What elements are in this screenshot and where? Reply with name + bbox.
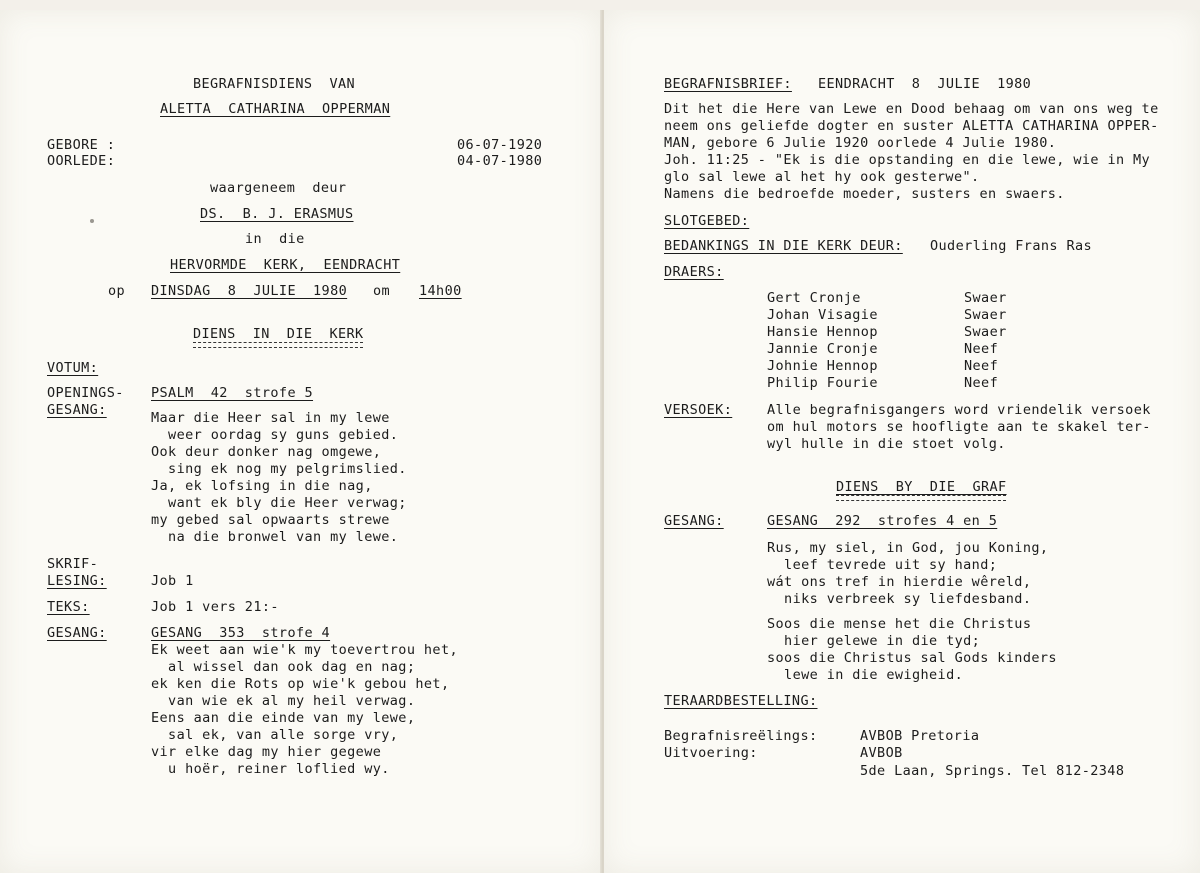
- pallbearer-name: Jannie Cronje: [767, 341, 878, 357]
- born-date: 06-07-1920: [457, 137, 543, 153]
- undertaker-address: 5de Laan, Springs. Tel 812-2348: [860, 763, 1125, 779]
- psalm-line: want ek bly die Heer verwag;: [151, 495, 407, 511]
- born-label: GEBORE :: [47, 137, 116, 153]
- brief-line: neem ons geliefde dogter en suster ALETTA CATHARINA OPPER-: [664, 118, 1159, 134]
- psalm-line: na die bronwel van my lewe.: [151, 529, 399, 545]
- brief-date: EENDRACHT 8 JULIE 1980: [818, 76, 1032, 92]
- psalm-line: Maar die Heer sal in my lewe: [151, 410, 390, 426]
- died-date: 04-07-1980: [457, 153, 543, 169]
- versoek-label: VERSOEK:: [664, 402, 733, 418]
- brief-line: Namens die bedroefde moeder, susters en swaers.: [664, 186, 1065, 202]
- conducted-by: waargeneem deur: [210, 180, 347, 196]
- service-day: DINSDAG 8 JULIE 1980: [151, 283, 348, 299]
- gesang-line: Ek weet aan wie'k my toevertrou het,: [151, 642, 458, 658]
- stanza-line: Rus, my siel, in God, jou Koning,: [767, 540, 1049, 556]
- skriflesing-value: Job 1: [151, 573, 194, 589]
- gesang-reference: GESANG 353 strofe 4: [151, 625, 331, 641]
- bedankings-label: BEDANKINGS IN DIE KERK DEUR:: [664, 238, 903, 254]
- pallbearer-relation: Neef: [964, 375, 999, 391]
- in-die: in die: [245, 231, 305, 247]
- psalm-line: weer oordag sy guns gebied.: [151, 427, 399, 443]
- gesang-line: al wissel dan ook dag en nag;: [151, 659, 416, 675]
- draers-label: DRAERS:: [664, 264, 724, 280]
- pallbearer-name: Johnie Hennop: [767, 358, 878, 374]
- graveside-gesang-label: GESANG:: [664, 513, 724, 529]
- arrangements-value: AVBOB Pretoria: [860, 728, 980, 744]
- pallbearer-relation: Swaer: [964, 307, 1007, 323]
- stanza-line: soos die Christus sal Gods kinders: [767, 650, 1057, 666]
- stanza-line: wát ons tref in hierdie wêreld,: [767, 574, 1032, 590]
- died-label: OORLEDE:: [47, 153, 116, 169]
- psalm-line: Ja, ek lofsing in die nag,: [151, 478, 373, 494]
- pallbearer-name: Philip Fourie: [767, 375, 878, 391]
- minister-name: DS. B. J. ERASMUS: [200, 206, 354, 222]
- brief-line: MAN, gebore 6 Julie 1920 oorlede 4 Julie 1980.: [664, 135, 1057, 151]
- stanza-line: hier gelewe in die tyd;: [767, 633, 981, 649]
- service-title: BEGRAFNISDIENS VAN: [193, 76, 356, 92]
- brief-line: Joh. 11:25 - "Ek is die opstanding en die lewe, wie in My: [664, 152, 1151, 168]
- op-word: op: [108, 283, 126, 299]
- slotgebed-label: SLOTGEBED:: [664, 213, 750, 229]
- pallbearer-relation: Swaer: [964, 290, 1007, 306]
- undertaker-value: AVBOB: [860, 745, 903, 761]
- versoek-line: wyl hulle in die stoet volg.: [767, 436, 1006, 452]
- openings-label-2: GESANG:: [47, 402, 107, 418]
- church-name: HERVORMDE KERK, EENDRACHT: [170, 257, 401, 273]
- stanza-line: niks verbreek sy liefdesband.: [767, 591, 1032, 607]
- pallbearer-name: Johan Visagie: [767, 307, 878, 323]
- stanza-line: leef tevrede uit sy hand;: [767, 557, 998, 573]
- undertaker-label: Uitvoering:: [664, 745, 758, 761]
- brief-label: BEGRAFNISBRIEF:: [664, 76, 792, 92]
- pallbearer-relation: Swaer: [964, 324, 1007, 340]
- gesang-label: GESANG:: [47, 625, 107, 641]
- psalm-reference: PSALM 42 strofe 5: [151, 385, 314, 401]
- gesang-line: u hoër, reiner loflied wy.: [151, 761, 390, 777]
- skriflesing-label-2: LESING:: [47, 573, 107, 589]
- heading-double-underline: [193, 342, 363, 348]
- graveside-gesang-reference: GESANG 292 strofes 4 en 5: [767, 513, 998, 529]
- psalm-line: sing ek nog my pelgrimslied.: [151, 461, 407, 477]
- gesang-line: Eens aan die einde van my lewe,: [151, 710, 416, 726]
- psalm-line: my gebed sal opwaarts strewe: [151, 512, 390, 528]
- votum-label: VOTUM:: [47, 360, 99, 376]
- graveside-heading: DIENS BY DIE GRAF: [836, 479, 1007, 495]
- pallbearer-relation: Neef: [964, 341, 999, 357]
- pallbearer-name: Gert Cronje: [767, 290, 861, 306]
- teraardbestelling-label: TERAARDBESTELLING:: [664, 693, 818, 709]
- om-word: om: [373, 283, 391, 299]
- pallbearer-relation: Neef: [964, 358, 999, 374]
- skriflesing-label-1: SKRIF-: [47, 556, 99, 572]
- gesang-line: ek ken die Rots op wie'k gebou het,: [151, 676, 450, 692]
- teks-value: Job 1 vers 21:-: [151, 599, 279, 615]
- arrangements-label: Begrafnisreëlings:: [664, 728, 818, 744]
- openings-label-1: OPENINGS-: [47, 385, 124, 401]
- church-service-heading: DIENS IN DIE KERK: [193, 326, 364, 342]
- service-time: 14h00: [419, 283, 462, 299]
- brief-line: glo sal lewe al het hy ook gesterwe".: [664, 169, 980, 185]
- gesang-line: van wie ek al my heil verwag.: [151, 693, 416, 709]
- graveside-double-underline: [836, 495, 1006, 501]
- bedankings-value: Ouderling Frans Ras: [930, 238, 1093, 254]
- deceased-name: ALETTA CATHARINA OPPERMAN: [160, 101, 391, 117]
- teks-label: TEKS:: [47, 599, 90, 615]
- stanza-line: Soos die mense het die Christus: [767, 616, 1032, 632]
- stanza-line: lewe in die ewigheid.: [767, 667, 964, 683]
- brief-line: Dit het die Here van Lewe en Dood behaag om van ons weg te: [664, 101, 1159, 117]
- pallbearer-name: Hansie Hennop: [767, 324, 878, 340]
- gesang-line: sal ek, van alle sorge vry,: [151, 727, 399, 743]
- paper-speck: [90, 219, 94, 223]
- versoek-line: om hul motors se hoofligte aan te skakel ter-: [767, 419, 1151, 435]
- gesang-line: vir elke dag my hier gegewe: [151, 744, 382, 760]
- versoek-line: Alle begrafnisgangers word vriendelik versoek: [767, 402, 1151, 418]
- psalm-line: Ook deur donker nag omgewe,: [151, 444, 382, 460]
